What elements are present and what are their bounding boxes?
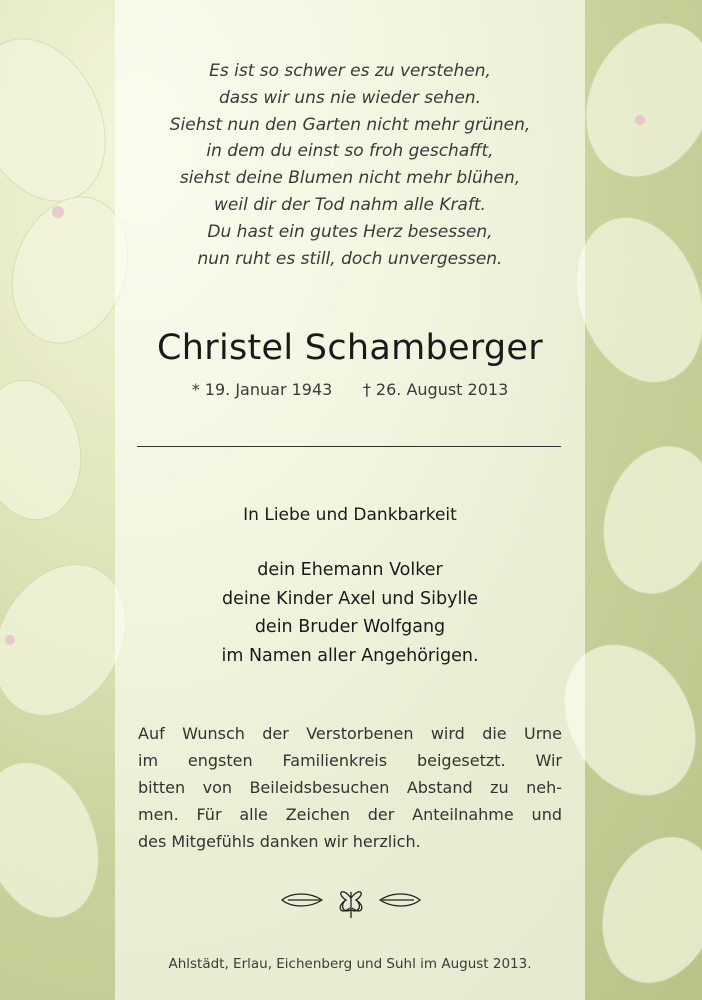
poem xyxy=(115,58,585,272)
place-and-date: Ahlstädt, Erlau, Eichenberg und Suhl im August 2013. xyxy=(168,956,532,972)
notice-text xyxy=(138,720,562,855)
poem-line: nun ruht es still, doch unvergessen. xyxy=(197,248,503,269)
poem-line: siehst deine Blumen nicht mehr blühen, xyxy=(179,168,521,189)
notice-line: im engsten Familienkreis beigesetzt. Wir xyxy=(138,751,562,770)
birth-date: * 19. Januar 1943 xyxy=(191,380,333,399)
life-dates xyxy=(115,380,585,399)
mourner-line: deine Kinder Axel und Sibylle xyxy=(222,588,478,609)
mourner-line: dein Bruder Wolfgang xyxy=(254,617,446,637)
notice-line: men. Für alle Zeichen der Anteilnahme und xyxy=(138,805,562,824)
poem-line: dass wir uns nie wieder sehen. xyxy=(219,87,481,108)
notice-line: Auf Wunsch der Verstorbenen wird die Urne xyxy=(138,724,562,743)
death-date: † 26. August 2013 xyxy=(362,380,509,399)
mourner-line: im Namen aller Angehörigen. xyxy=(221,645,479,666)
notice-line: bitten von Beileidsbesuchen Abstand zu neh- xyxy=(138,778,562,797)
poem-line: Siehst nun den Garten nicht mehr grünen, xyxy=(169,114,531,135)
poem-line: weil dir der Tod nahm alle Kraft. xyxy=(214,194,486,215)
poem-line: Es ist so schwer es zu verstehen, xyxy=(209,61,491,81)
poem-line: Du hast ein gutes Herz besessen, xyxy=(207,221,493,242)
notice-line: des Mitgefühls danken wir herzlich. xyxy=(138,832,421,851)
mourner-line: dein Ehemann Volker xyxy=(257,560,443,580)
deceased-name: Christel Schamberger xyxy=(157,328,543,368)
mourners-list xyxy=(115,556,585,670)
mourners-heading: In Liebe und Dankbarkeit xyxy=(243,505,457,525)
clover-ornament-icon xyxy=(280,878,422,922)
divider-line xyxy=(137,446,561,447)
poem-line: in dem du einst so froh geschafft, xyxy=(206,141,494,162)
